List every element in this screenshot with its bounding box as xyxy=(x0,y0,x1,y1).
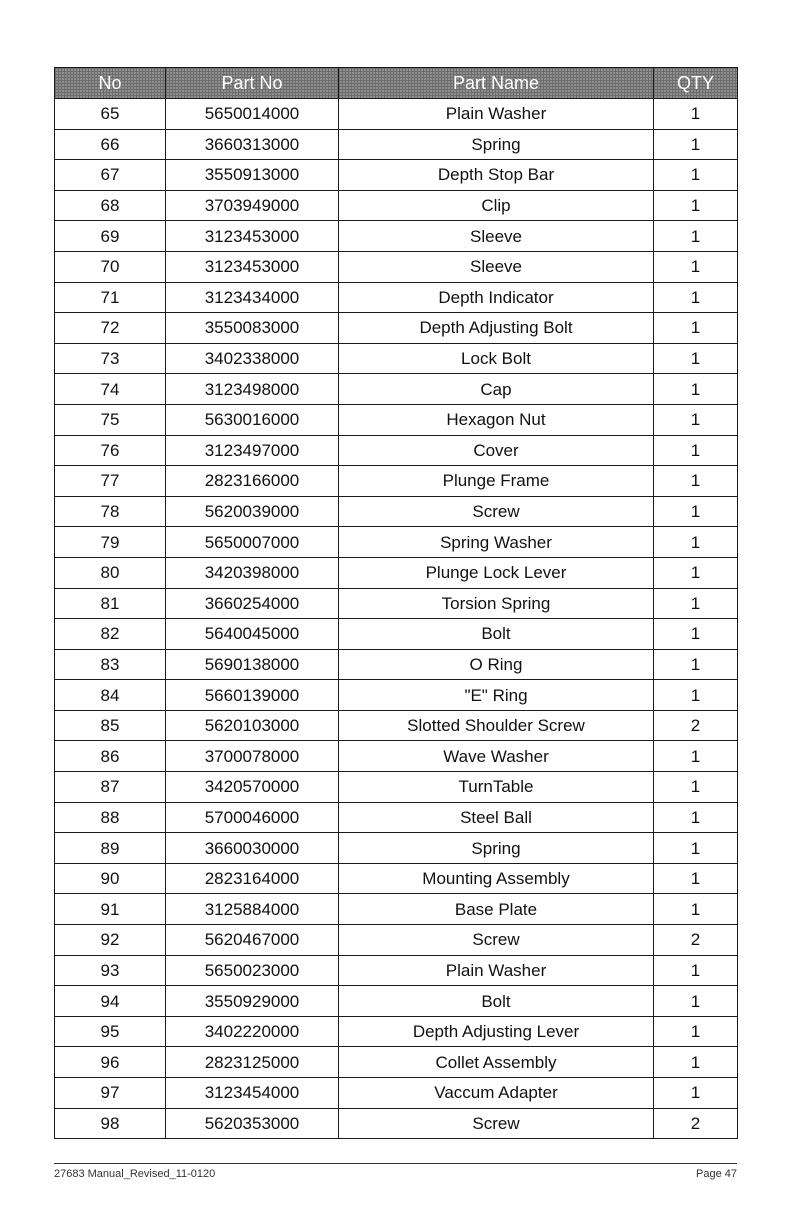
cell-qty: 1 xyxy=(654,986,738,1017)
cell-part-name: Sleeve xyxy=(339,221,654,252)
cell-qty: 1 xyxy=(654,190,738,221)
cell-part-no: 3550913000 xyxy=(166,160,339,191)
cell-qty: 1 xyxy=(654,251,738,282)
footer-page-number: Page 47 xyxy=(696,1168,737,1180)
cell-part-no: 5690138000 xyxy=(166,649,339,680)
cell-part-name: Screw xyxy=(339,1108,654,1139)
cell-part-no: 5630016000 xyxy=(166,404,339,435)
cell-qty: 1 xyxy=(654,619,738,650)
cell-no: 88 xyxy=(55,802,166,833)
cell-part-name: Plain Washer xyxy=(339,99,654,130)
cell-part-no: 3125884000 xyxy=(166,894,339,925)
cell-part-name: Wave Washer xyxy=(339,741,654,772)
cell-part-name: Spring xyxy=(339,129,654,160)
cell-no: 98 xyxy=(55,1108,166,1139)
cell-part-name: Depth Indicator xyxy=(339,282,654,313)
cell-qty: 1 xyxy=(654,772,738,803)
cell-qty: 1 xyxy=(654,557,738,588)
cell-no: 93 xyxy=(55,955,166,986)
cell-part-name: TurnTable xyxy=(339,772,654,803)
table-row xyxy=(55,1078,738,1109)
table-row xyxy=(55,527,738,558)
cell-part-name: O Ring xyxy=(339,649,654,680)
cell-part-no: 5660139000 xyxy=(166,680,339,711)
cell-qty: 1 xyxy=(654,1078,738,1109)
cell-part-no: 2823164000 xyxy=(166,863,339,894)
table-row xyxy=(55,925,738,956)
cell-qty: 1 xyxy=(654,741,738,772)
cell-part-name: Screw xyxy=(339,496,654,527)
table-row xyxy=(55,986,738,1017)
cell-part-name: Screw xyxy=(339,925,654,956)
cell-qty: 1 xyxy=(654,833,738,864)
cell-part-no: 3123434000 xyxy=(166,282,339,313)
cell-part-no: 3550083000 xyxy=(166,313,339,344)
table-row xyxy=(55,588,738,619)
cell-part-name: Vaccum Adapter xyxy=(339,1078,654,1109)
cell-no: 79 xyxy=(55,527,166,558)
cell-part-name: Base Plate xyxy=(339,894,654,925)
cell-part-no: 3402338000 xyxy=(166,343,339,374)
cell-no: 80 xyxy=(55,557,166,588)
cell-qty: 1 xyxy=(654,99,738,130)
cell-no: 68 xyxy=(55,190,166,221)
cell-part-name: Plain Washer xyxy=(339,955,654,986)
cell-part-name: Steel Ball xyxy=(339,802,654,833)
cell-no: 70 xyxy=(55,251,166,282)
cell-part-no: 3123454000 xyxy=(166,1078,339,1109)
cell-part-no: 3660254000 xyxy=(166,588,339,619)
cell-no: 78 xyxy=(55,496,166,527)
cell-no: 86 xyxy=(55,741,166,772)
table-row xyxy=(55,557,738,588)
cell-no: 87 xyxy=(55,772,166,803)
cell-no: 91 xyxy=(55,894,166,925)
cell-no: 94 xyxy=(55,986,166,1017)
cell-part-no: 5700046000 xyxy=(166,802,339,833)
cell-no: 76 xyxy=(55,435,166,466)
cell-part-no: 3660030000 xyxy=(166,833,339,864)
cell-part-no: 3402220000 xyxy=(166,1016,339,1047)
cell-no: 81 xyxy=(55,588,166,619)
cell-no: 97 xyxy=(55,1078,166,1109)
cell-part-name: Hexagon Nut xyxy=(339,404,654,435)
table-row xyxy=(55,190,738,221)
header-qty: QTY xyxy=(654,68,738,99)
cell-part-name: Plunge Frame xyxy=(339,466,654,497)
cell-part-no: 3550929000 xyxy=(166,986,339,1017)
cell-no: 92 xyxy=(55,925,166,956)
cell-qty: 1 xyxy=(654,863,738,894)
cell-part-name: Cap xyxy=(339,374,654,405)
footer-divider xyxy=(54,1163,737,1164)
cell-part-no: 5620103000 xyxy=(166,710,339,741)
table-header xyxy=(55,68,738,99)
cell-part-no: 3700078000 xyxy=(166,741,339,772)
cell-part-name: Depth Adjusting Lever xyxy=(339,1016,654,1047)
cell-qty: 1 xyxy=(654,894,738,925)
footer-document-id: 27683 Manual_Revised_11-0120 xyxy=(54,1168,216,1180)
table-row xyxy=(55,129,738,160)
table-row xyxy=(55,343,738,374)
cell-qty: 1 xyxy=(654,435,738,466)
cell-no: 75 xyxy=(55,404,166,435)
cell-part-no: 3420398000 xyxy=(166,557,339,588)
cell-qty: 1 xyxy=(654,1047,738,1078)
cell-qty: 2 xyxy=(654,925,738,956)
cell-no: 74 xyxy=(55,374,166,405)
cell-qty: 1 xyxy=(654,649,738,680)
cell-part-name: Cover xyxy=(339,435,654,466)
cell-part-no: 2823166000 xyxy=(166,466,339,497)
cell-part-name: Spring xyxy=(339,833,654,864)
cell-qty: 1 xyxy=(654,343,738,374)
cell-no: 89 xyxy=(55,833,166,864)
cell-qty: 1 xyxy=(654,955,738,986)
table-row xyxy=(55,435,738,466)
cell-no: 72 xyxy=(55,313,166,344)
cell-qty: 1 xyxy=(654,374,738,405)
table-row xyxy=(55,221,738,252)
cell-part-no: 3420570000 xyxy=(166,772,339,803)
cell-part-no: 5620467000 xyxy=(166,925,339,956)
cell-part-name: Spring Washer xyxy=(339,527,654,558)
cell-qty: 1 xyxy=(654,466,738,497)
cell-no: 73 xyxy=(55,343,166,374)
cell-part-no: 5640045000 xyxy=(166,619,339,650)
cell-no: 83 xyxy=(55,649,166,680)
cell-qty: 1 xyxy=(654,313,738,344)
cell-qty: 2 xyxy=(654,1108,738,1139)
table-row xyxy=(55,99,738,130)
table-row xyxy=(55,802,738,833)
table-body xyxy=(55,99,738,1139)
table-row xyxy=(55,160,738,191)
cell-qty: 2 xyxy=(654,710,738,741)
cell-qty: 1 xyxy=(654,1016,738,1047)
header-no: No xyxy=(55,68,166,99)
table-row xyxy=(55,894,738,925)
table-row xyxy=(55,374,738,405)
cell-no: 95 xyxy=(55,1016,166,1047)
header-part-no: Part No xyxy=(166,68,339,99)
cell-no: 67 xyxy=(55,160,166,191)
cell-no: 84 xyxy=(55,680,166,711)
cell-part-name: Bolt xyxy=(339,986,654,1017)
cell-part-no: 2823125000 xyxy=(166,1047,339,1078)
cell-part-no: 3123453000 xyxy=(166,251,339,282)
header-row xyxy=(55,68,738,99)
cell-no: 69 xyxy=(55,221,166,252)
cell-part-no: 3123497000 xyxy=(166,435,339,466)
cell-qty: 1 xyxy=(654,404,738,435)
table-row xyxy=(55,649,738,680)
cell-no: 77 xyxy=(55,466,166,497)
cell-part-name: Collet Assembly xyxy=(339,1047,654,1078)
cell-no: 66 xyxy=(55,129,166,160)
cell-part-name: Mounting Assembly xyxy=(339,863,654,894)
cell-part-name: "E" Ring xyxy=(339,680,654,711)
cell-qty: 1 xyxy=(654,527,738,558)
table-row xyxy=(55,833,738,864)
cell-part-no: 5620353000 xyxy=(166,1108,339,1139)
cell-qty: 1 xyxy=(654,588,738,619)
cell-qty: 1 xyxy=(654,802,738,833)
table-row xyxy=(55,863,738,894)
cell-qty: 1 xyxy=(654,282,738,313)
cell-part-name: Plunge Lock Lever xyxy=(339,557,654,588)
table-row xyxy=(55,466,738,497)
cell-no: 71 xyxy=(55,282,166,313)
parts-table xyxy=(54,67,738,1139)
cell-part-name: Slotted Shoulder Screw xyxy=(339,710,654,741)
cell-part-name: Sleeve xyxy=(339,251,654,282)
cell-part-no: 3703949000 xyxy=(166,190,339,221)
cell-part-no: 3123453000 xyxy=(166,221,339,252)
table-row xyxy=(55,772,738,803)
cell-qty: 1 xyxy=(654,221,738,252)
cell-part-no: 5650014000 xyxy=(166,99,339,130)
cell-part-no: 3123498000 xyxy=(166,374,339,405)
cell-part-name: Lock Bolt xyxy=(339,343,654,374)
table-row xyxy=(55,955,738,986)
cell-part-no: 3660313000 xyxy=(166,129,339,160)
cell-no: 96 xyxy=(55,1047,166,1078)
table-row xyxy=(55,251,738,282)
cell-qty: 1 xyxy=(654,680,738,711)
table-row xyxy=(55,1016,738,1047)
table-row xyxy=(55,404,738,435)
cell-part-no: 5650023000 xyxy=(166,955,339,986)
table-row xyxy=(55,741,738,772)
cell-part-name: Depth Stop Bar xyxy=(339,160,654,191)
cell-qty: 1 xyxy=(654,160,738,191)
cell-part-no: 5650007000 xyxy=(166,527,339,558)
table-row xyxy=(55,619,738,650)
table-row xyxy=(55,710,738,741)
cell-qty: 1 xyxy=(654,496,738,527)
cell-qty: 1 xyxy=(654,129,738,160)
cell-part-name: Bolt xyxy=(339,619,654,650)
table-row xyxy=(55,313,738,344)
table-row xyxy=(55,680,738,711)
cell-part-no: 5620039000 xyxy=(166,496,339,527)
cell-no: 90 xyxy=(55,863,166,894)
table-row xyxy=(55,496,738,527)
header-part-name: Part Name xyxy=(339,68,654,99)
cell-part-name: Clip xyxy=(339,190,654,221)
table-row xyxy=(55,1108,738,1139)
table-row xyxy=(55,282,738,313)
cell-part-name: Torsion Spring xyxy=(339,588,654,619)
cell-no: 65 xyxy=(55,99,166,130)
cell-part-name: Depth Adjusting Bolt xyxy=(339,313,654,344)
cell-no: 82 xyxy=(55,619,166,650)
cell-no: 85 xyxy=(55,710,166,741)
table-row xyxy=(55,1047,738,1078)
